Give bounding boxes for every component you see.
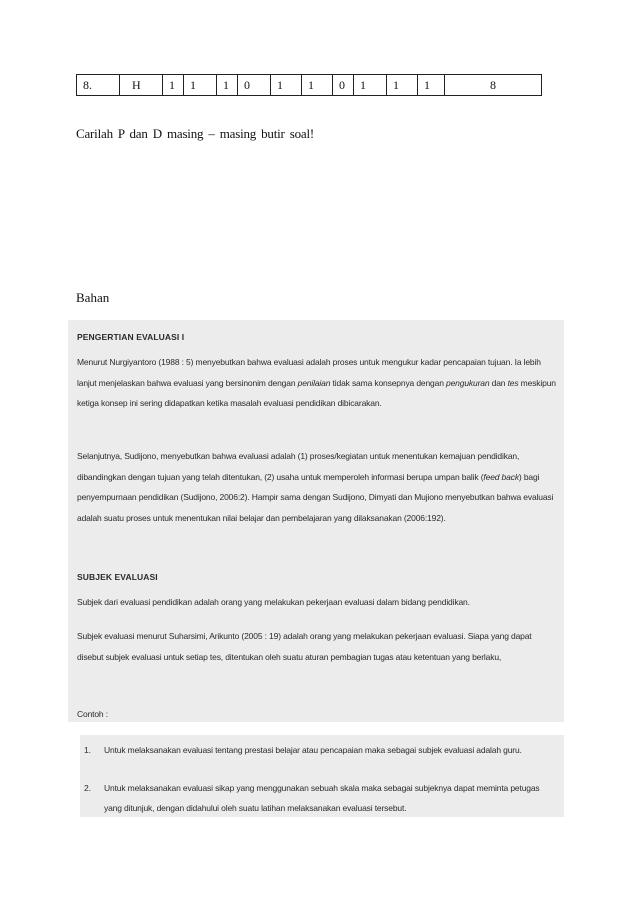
table-cell-item: 1 (418, 75, 445, 96)
list-item-text: Untuk melaksanakan evaluasi sikap yang menggunakan sebuah skala maka sebagai subjeknya dapat meminta petugas yang ditunjuk, dengan didahului oleh suatu latihan melaksanakan evaluasi tersebut. (104, 783, 540, 813)
table-cell-code: H (120, 75, 163, 96)
table-cell-item: 1 (271, 75, 302, 96)
paragraph-nurgiyantoro: Menurut Nurgiyantoro (1988 : 5) menyebutkan bahwa evaluasi adalah proses untuk mengukur kadar pencapaian tujuan. Ia lebih lanjut menjelaskan bahwa evaluasi yang bersinonim dengan penilaian tidak sama konsepnya dengan pengukuran dan tes meskipun ketiga konsep ini sering didapatkan ketika masalah evaluasi pendidikan dibicarakan. (77, 357, 556, 408)
list-item-number: 1. (84, 745, 91, 755)
paragraph-subjek-definisi: Subjek dari evaluasi pendidikan adalah orang yang melakukan pekerjaan evaluasi dalam bidang pendidikan. (77, 597, 470, 607)
section-heading-subjek: SUBJEK EVALUASI (77, 572, 158, 582)
section-heading-pengertian: PENGERTIAN EVALUASI I (77, 332, 185, 342)
table-row (77, 75, 542, 96)
list-item-number: 2. (84, 783, 91, 793)
bahan-heading: Bahan (76, 290, 110, 305)
table-cell-number: 8. (77, 75, 120, 96)
table-cell-total: 8 (445, 75, 542, 96)
material-panel (68, 320, 564, 722)
list-item-text: Untuk melaksanakan evaluasi tentang prestasi belajar atau pencapaian maka sebagai subjek evaluasi adalah guru. (104, 745, 522, 755)
instruction-text: Carilah P dan D masing – masing butir soal! (76, 126, 314, 141)
table-cell-item: 0 (333, 75, 354, 96)
table-cell-item: 1 (217, 75, 238, 96)
table-cell-item: 1 (387, 75, 418, 96)
paragraph-subjek-arikunto: Subjek evaluasi menurut Suharsimi, Arikunto (2005 : 19) adalah orang yang melakukan pekerjaan evaluasi. Siapa yang dapat disebut subjek evaluasi untuk setiap tes, ditentukan oleh suatu aturan pembagian tugas atau ketentuan yang berlaku, (77, 631, 532, 662)
table-cell-item: 1 (354, 75, 387, 96)
contoh-label: Contoh : (77, 709, 108, 719)
score-table (76, 74, 542, 96)
list-item (84, 779, 558, 818)
table-cell-item: 1 (302, 75, 333, 96)
list-item (84, 741, 558, 761)
table-cell-item: 1 (184, 75, 217, 96)
table-cell-item: 0 (238, 75, 271, 96)
example-list-panel (80, 735, 564, 817)
table-cell-item: 1 (163, 75, 184, 96)
paragraph-sudijono: Selanjutnya, Sudijono, menyebutkan bahwa evaluasi adalah (1) proses/kegiatan untuk menentukan kemajuan pendidikan, dibandingkan dengan tujuan yang telah ditentukan, (2) usaha untuk memperoleh informasi berupa umpan balik (feed back) bagi penyempurnaan pendidikan (Sudijono, 2006:2). Hampir sama dengan Sudijono, Dimyati dan Mujiono menyebutkan bahwa evaluasi adalah suatu proses untuk menentukan nilai belajar dan pembelajaran yang dilaksanakan (2006:192). (77, 451, 554, 523)
